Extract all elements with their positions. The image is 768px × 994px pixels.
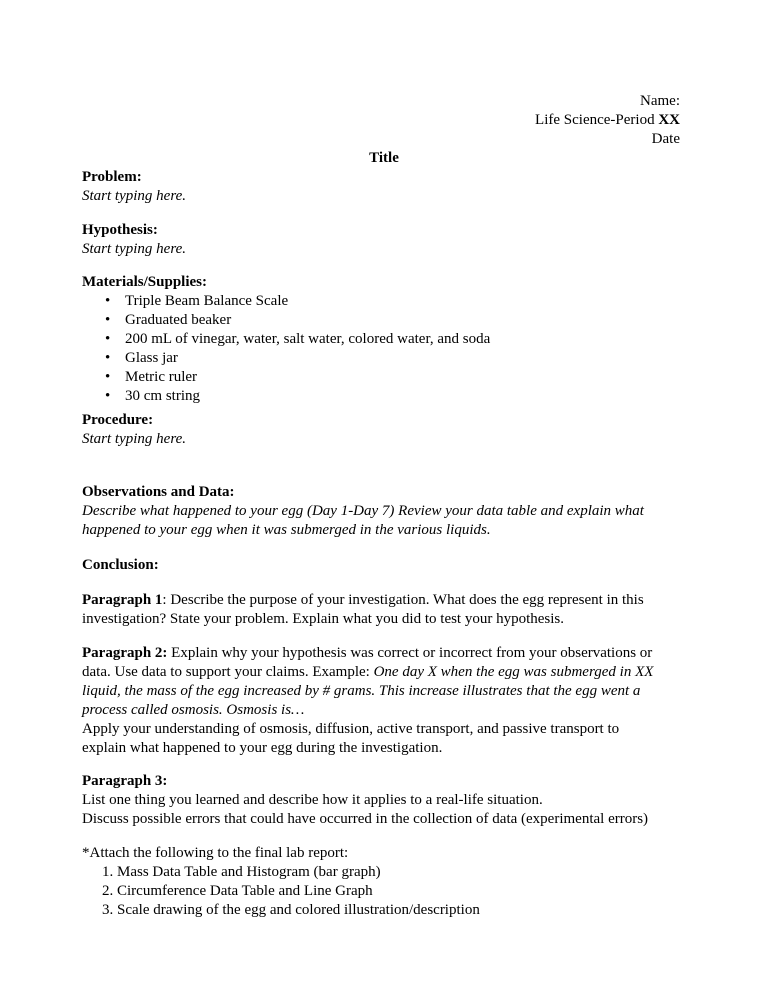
paragraph1-line1 bbox=[82, 591, 692, 610]
materials-section bbox=[82, 273, 692, 406]
paragraph3-section bbox=[82, 772, 692, 829]
list-item: • Metric ruler bbox=[82, 368, 692, 387]
problem-heading: Problem: bbox=[82, 169, 142, 185]
materials-heading: Materials/Supplies: bbox=[82, 274, 208, 290]
name-label: Name: bbox=[640, 93, 680, 109]
document-title: Title bbox=[369, 150, 399, 166]
list-item: • 200 mL of vinegar, water, salt water, colored water, and soda bbox=[82, 330, 692, 349]
paragraph2-line6: explain what happened to your egg during the investigation. bbox=[82, 740, 443, 756]
list-item: • Graduated beaker bbox=[82, 311, 692, 330]
paragraph1-text1: : Describe the purpose of your investigation. What does the egg represent in this bbox=[162, 592, 644, 608]
paragraph2-label: Paragraph 2: bbox=[82, 645, 168, 661]
paragraph1-line2: investigation? State your problem. Explain what you did to test your hypothesis. bbox=[82, 611, 565, 627]
procedure-heading: Procedure: bbox=[82, 412, 154, 428]
paragraph2-line2 bbox=[82, 663, 692, 682]
paragraph2-line5: Apply your understanding of osmosis, diffusion, active transport, and passive transport to bbox=[82, 721, 620, 737]
observations-body-line2: happened to your egg when it was submerged in the various liquids. bbox=[82, 522, 491, 538]
hypothesis-body: Start typing here. bbox=[82, 241, 187, 257]
hypothesis-section bbox=[82, 221, 692, 259]
procedure-section bbox=[82, 411, 692, 449]
paragraph2-text1: Explain why your hypothesis was correct or incorrect from your observations or bbox=[167, 645, 653, 661]
paragraph3-label: Paragraph 3: bbox=[82, 773, 168, 789]
hypothesis-heading: Hypothesis: bbox=[82, 222, 158, 238]
paragraph2-example: One day X when the egg was submerged in XX bbox=[373, 664, 654, 680]
procedure-body: Start typing here. bbox=[82, 431, 187, 447]
problem-section bbox=[82, 168, 692, 206]
paragraph1-label: Paragraph 1 bbox=[82, 592, 163, 608]
paragraph2-line3: liquid, the mass of the egg increased by # grams. This increase illustrates that the egg went a bbox=[82, 683, 641, 699]
paragraph2-line1 bbox=[82, 644, 692, 663]
paragraph2-section bbox=[82, 644, 692, 758]
attach-intro: *Attach the following to the final lab report: bbox=[82, 845, 349, 861]
list-item: 2. Circumference Data Table and Line Graph bbox=[102, 883, 373, 899]
observations-section bbox=[82, 483, 692, 540]
period-value: XX bbox=[658, 112, 680, 128]
attach-list bbox=[82, 863, 692, 920]
list-item: • Glass jar bbox=[82, 349, 692, 368]
date-label: Date bbox=[651, 131, 680, 147]
header-block bbox=[535, 92, 680, 149]
observations-body-line1: Describe what happened to your egg (Day 1-Day 7) Review your data table and explain what bbox=[82, 503, 644, 519]
period-line bbox=[535, 111, 680, 130]
observations-heading: Observations and Data: bbox=[82, 484, 235, 500]
period-prefix: Life Science-Period bbox=[535, 112, 659, 128]
attach-section bbox=[82, 844, 692, 920]
list-item: 3. Scale drawing of the egg and colored illustration/description bbox=[102, 902, 480, 918]
materials-list bbox=[82, 292, 692, 406]
paragraph3-line1: List one thing you learned and describe how it applies to a real-life situation. bbox=[82, 792, 543, 808]
paragraph1-section bbox=[82, 591, 692, 629]
list-item: 1. Mass Data Table and Histogram (bar graph) bbox=[102, 864, 381, 880]
list-item: • Triple Beam Balance Scale bbox=[82, 292, 692, 311]
list-item: • 30 cm string bbox=[82, 387, 692, 406]
paragraph2-line4: process called osmosis. Osmosis is… bbox=[82, 702, 305, 718]
conclusion-heading: Conclusion: bbox=[82, 557, 159, 573]
paragraph2-text2: data. Use data to support your claims. Example: bbox=[82, 664, 374, 680]
problem-body: Start typing here. bbox=[82, 188, 187, 204]
paragraph3-line2: Discuss possible errors that could have occurred in the collection of data (experimental errors) bbox=[82, 811, 649, 827]
